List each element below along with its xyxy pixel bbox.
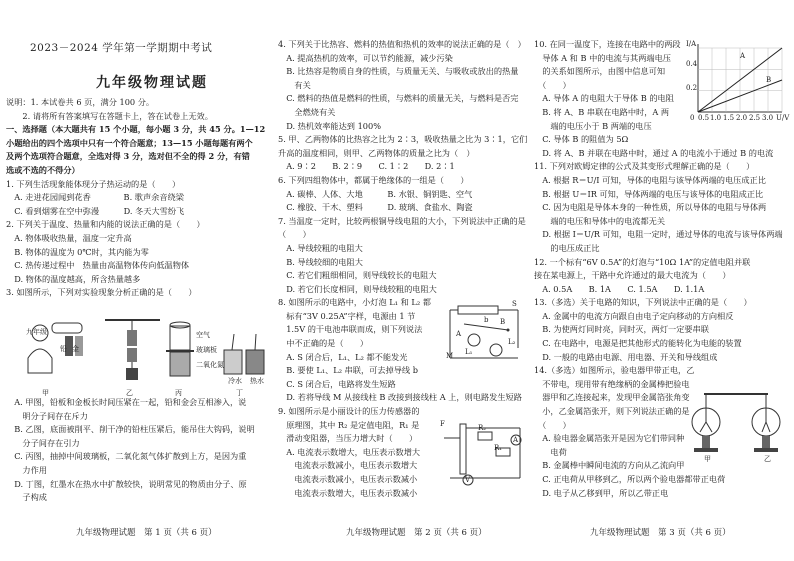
figure-yi xyxy=(105,320,160,380)
fig10-xtick: 0.5 xyxy=(698,114,710,122)
column-1 xyxy=(6,96,264,300)
option-line: C. 导体 B 的阻值为 5Ω xyxy=(534,134,629,145)
fig3-yi-caption: 乙 xyxy=(126,389,133,397)
question-line: 1.5V 的干电池串联而成，则下列说法 xyxy=(278,324,423,335)
battery-symbol xyxy=(458,306,498,314)
spring-block xyxy=(460,424,466,474)
question-line: 5. 甲、乙两物体的比热容之比为 2∶3，吸收热量之比为 3∶1，它们 xyxy=(278,134,528,145)
option-line: 的电压成正比 xyxy=(534,242,600,253)
option-line: C. 丙图，抽掉中间玻璃板，二氧化氮气体扩散到上方，是因为重 xyxy=(6,451,247,462)
option-line: A. 导体 A 的电阻大于导体 B 的电阻 xyxy=(534,93,674,104)
fig3-hot-label: 热水 xyxy=(250,377,264,385)
option-line: A. 导线较粗的电阻大 xyxy=(278,242,363,253)
option-line: A. 9∶2 B. 2∶9 C. 1∶2 D. 2∶1 xyxy=(278,161,455,172)
fig10-xlabel: U/V xyxy=(776,114,790,122)
question-line: 导体 A 和 B 中的电流与其两端电压 xyxy=(534,52,671,63)
option-line: A. 0.5A B. 1A C. 1.5A D. 1.1A xyxy=(534,283,705,294)
question-line: （ ） xyxy=(534,79,571,90)
option-line: B. 比热容是物质自身的性质，与质量无关、与吸收或放出的热量 xyxy=(278,66,519,77)
fig10-ytick: 0.4 xyxy=(686,60,698,68)
option-line: C. 燃料的热值是燃料的性质，与燃料的质量无关，与燃料是否完 xyxy=(278,93,519,104)
option-line: 明分子间存在斥力 xyxy=(6,410,88,421)
figure-bing xyxy=(166,322,194,376)
option-line: 端的电压小于 B 两端的电压 xyxy=(534,120,652,131)
fig8-m: M xyxy=(446,352,454,360)
question-line: 滑动变阻器，当压力增大时（ ） xyxy=(278,433,418,444)
option-line: 有关 xyxy=(278,79,311,90)
option-line: A. 提高热机的效率，可以节约能源，减少污染 xyxy=(278,52,453,63)
question-line: 13.（多选）关于电路的知识，下列说法中正确的是（ ） xyxy=(534,297,752,308)
option-line: A. 电流表示数增大，电压表示数增大 xyxy=(278,446,421,457)
page-title: 九年级物理试题 xyxy=(96,75,208,91)
fig3-ding-caption: 丁 xyxy=(236,389,243,397)
fig9-r2: R₂ xyxy=(478,424,487,432)
option-line: A. 物体吸收热量，温度一定升高 xyxy=(6,232,132,243)
fig3-no2-label: 二氧化氮 xyxy=(196,361,224,369)
option-line: B. 为使两灯同时亮，同时灭，两灯一定要串联 xyxy=(534,324,709,335)
fig10-xtick: 3.0 xyxy=(762,114,774,122)
question-line: 4. 下列关于比热容、燃料的热值和热机的效率的说法正确的是（ ） xyxy=(278,39,526,49)
option-line: A. 验电器金属箔张开是因为它们带同种 xyxy=(534,433,685,444)
fig10-series-b-label: B xyxy=(766,76,772,84)
option-line: C. 看到烟雾在空中弥漫 D. 冬天大雪纷飞 xyxy=(6,205,185,216)
fig3-bing-caption: 丙 xyxy=(175,389,182,397)
fig10-xtick: 2.0 xyxy=(736,114,748,122)
question-line: 9. 如图所示是小丽设计的压力传感器的 xyxy=(278,406,420,417)
fig10-xtick: 2.5 xyxy=(749,114,761,122)
fig9-a: A xyxy=(513,436,519,444)
option-line: 分子间存在引力 xyxy=(6,437,80,448)
option-line: 力作用 xyxy=(6,464,47,475)
option-line: A. 金属中的电流方向跟自由电子定向移动的方向相反 xyxy=(534,310,734,321)
fig10-ytick: 0.2 xyxy=(686,84,698,92)
question-line: 6. 下列四组物体中，都属于绝缘体的一组是（ ） xyxy=(278,174,469,185)
section-heading: 及两个选项符合题意，全选对得 3 分，选对但不全的得 2 分，有错 xyxy=(6,151,250,162)
footer-page-2: 九年级物理试题 第 2 页（共 6 页） xyxy=(346,528,487,538)
fig8-l1: L₁ xyxy=(465,348,473,356)
option-line: B. 乙图，底面被削平、削干净的铅柱压紧后，能吊住大钩码，说明 xyxy=(6,424,255,435)
question-line: 器甲和乙连接起来，发现甲金属箔张角变 xyxy=(534,392,690,403)
option-line: B. 根据 U＝IR 可知，导体两端的电压与该导体的电阻成正比 xyxy=(534,188,764,199)
fig10-origin: 0 xyxy=(690,114,695,122)
section-heading: 小题给出的四个选项中只有一个符合题意；13—15 小题每题有两个 xyxy=(6,137,253,148)
option-line: 电流表示数减小，电压表示数增大 xyxy=(278,460,418,471)
option-line: 全燃烧有关 xyxy=(278,106,336,117)
fig3-think-label: 九年级 xyxy=(26,328,47,336)
question-line: （ ） xyxy=(278,229,311,240)
fig9-r1: R₁ xyxy=(494,444,503,452)
fig8-wire-b: b xyxy=(484,316,489,324)
question-line: 14.（多选）如图所示，验电器甲带正电，乙 xyxy=(534,365,695,376)
option-line: 子构成 xyxy=(6,492,47,503)
lamp-l1 xyxy=(468,334,480,346)
option-line: B. 导线较细的电阻大 xyxy=(278,256,363,267)
note-line: 2. 请将所有答案填写在答题卡上，答在试卷上无效。 xyxy=(6,110,213,121)
question-line: 中不正确的是（ ） xyxy=(278,338,369,349)
fig3-jia-caption: 甲 xyxy=(42,389,49,397)
fig9-v: V xyxy=(465,476,471,484)
question-line: 不带电，现用带有绝缘柄的金属棒把验电 xyxy=(534,378,690,389)
option-line: B. 要使 L₁、L₂ 串联，可去掉导线 b xyxy=(278,365,418,376)
section-heading: 选或不选的不得分） xyxy=(6,164,80,175)
note-line: 说明：1. 本试卷共 6 页，满分 100 分。 xyxy=(6,97,155,107)
option-line: 电荷 xyxy=(534,446,567,457)
fig10-xtick: 1.0 xyxy=(710,114,722,122)
option-line: C. 热传递过程中 热量由高温物体传向低温物体 xyxy=(6,260,190,271)
fig3-lead-label: 铅 xyxy=(60,345,67,353)
figure-14-electroscopes xyxy=(686,388,786,462)
question-line: 3. 如图所示，下列对实验现象分析正确的是（ ） xyxy=(6,287,197,298)
option-line: C. 因为电阻是导体本身的一种性质，所以导体的电阻与导体两 xyxy=(534,202,767,213)
lamp-l2 xyxy=(490,344,502,356)
question-line: 12. 一个标有“6V 0.5A”的灯泡与“10Ω 1A”的定值电阻并联 xyxy=(534,256,751,267)
option-line: C. 正电荷从甲移到乙，所以两个验电器都带正电荷 xyxy=(534,474,726,484)
question-line: 1. 下列生活现象能体现分子热运动的是（ ） xyxy=(6,178,181,189)
question-line: 小，乙金属箔张开，则下列说法正确的是 xyxy=(534,406,690,417)
fig9-f: F xyxy=(440,420,445,428)
fig14-jia: 甲 xyxy=(704,455,711,463)
option-line: D. 若将导线 M 从接线柱 B 改接到接线柱 A 上，则电路发生短路 xyxy=(278,392,522,403)
figure-10-graph xyxy=(686,40,788,124)
question-line: 10. 在同一温度下，连接在电路中的两段 xyxy=(534,39,681,49)
question-line: 原理图，其中 R₂ 是定值电阻，R₁ 是 xyxy=(278,419,420,430)
section-heading: 一、选择题（本大题共有 15 个小题，每小题 3 分，共 45 分。1—12 xyxy=(6,124,266,135)
option-line: D. 电子从乙移到甲，所以乙带正电 xyxy=(534,487,669,498)
option-line: 端的电压和导体中的电流都无关 xyxy=(534,215,666,226)
option-line: C. 在电路中，电源是把其他形式的能转化为电能的装置 xyxy=(534,338,742,349)
resistor-r2 xyxy=(478,432,492,440)
question-line: 标有“3V 0.25A”字样，电源由 1 节 xyxy=(278,310,416,321)
footer-page-1: 九年级物理试题 第 1 页（共 6 页） xyxy=(76,528,217,538)
fig8-s: S xyxy=(512,300,517,308)
option-line: D. 一般的电路由电源、用电器、开关和导线组成 xyxy=(534,351,718,362)
option-line: D. 根据 I＝U/R 可知，电阻一定时，通过导体的电流与该导体两端 xyxy=(534,229,783,240)
option-line: D. 丁图，红墨水在热水中扩散较快，说明常见的物质由分子、原 xyxy=(6,478,247,489)
option-line: A. 走进花园闻到花香 B. 歌声余音绕梁 xyxy=(6,192,184,203)
fig3-cold-label: 冷水 xyxy=(228,377,242,385)
option-line: B. 物体的温度为 0℃时，其内能为零 xyxy=(6,246,149,257)
option-line: 电流表示数减小，电压表示数减小 xyxy=(278,474,418,484)
option-line: D. 将 A、B 并联在电路中时，通过 A 的电流小于通过 B 的电流 xyxy=(534,147,774,158)
fig10-xtick: 1.5 xyxy=(723,114,735,122)
option-line: 电流表示数增大，电压表示数减小 xyxy=(278,487,418,498)
option-line: B. 将 A、B 串联在电路中时，A 两 xyxy=(534,106,670,117)
column-1-options xyxy=(6,396,264,505)
fig8-l2: L₂ xyxy=(508,338,516,346)
option-line: C. S 闭合后，电路将发生短路 xyxy=(278,378,396,389)
question-line: 8. 如图所示的电路中，小灯泡 L₁ 和 L₂ 都 xyxy=(278,297,431,308)
option-line: B. 金属棒中瞬间电流的方向从乙流向甲 xyxy=(534,460,685,471)
option-line: A. 甲图，铅板和金板长时间压紧在一起，铅和金会互相渗入，说 xyxy=(6,397,247,407)
fig8-b: B xyxy=(500,318,506,326)
question-line: （ ） xyxy=(534,419,571,430)
fig10-series-a-label: A xyxy=(740,52,746,60)
question-line: 11. 下列对欧姆定律的公式及其变形式理解正确的是（ ） xyxy=(534,161,755,172)
option-line: D. 热机效率能达到 100% xyxy=(278,120,381,131)
option-line: A. 碳棒、人体、大地 B. 水银、铜钥匙、空气 xyxy=(278,188,473,199)
fig8-a: A xyxy=(456,330,462,338)
option-line: D. 物体的温度越高，所含热量越多 xyxy=(6,273,141,284)
footer-page-3: 九年级物理试题 第 3 页（共 6 页） xyxy=(590,528,731,538)
option-line: D. 若它们长度相同，则导线较粗的电阻大 xyxy=(278,283,437,294)
option-line: A. S 闭合后，L₁、L₂ 都不能发光 xyxy=(278,351,408,362)
option-line: A. 根据 R＝U/I 可知，导体的电阻与该导体两端的电压成正比 xyxy=(534,174,766,185)
fig3-glass-label: 玻璃板 xyxy=(196,346,217,354)
question-line: 接在某电源上，干路中允许通过的最大电流为（ ） xyxy=(534,270,731,281)
question-line: 2. 下列关于温度、热量和内能的说法正确的是（ ） xyxy=(6,219,205,230)
question-line: 的关系如图所示，由图中信息可知 xyxy=(534,66,666,77)
question-line: 升高的温度相同，则甲、乙两物体的质量之比为（ ） xyxy=(278,147,475,158)
question-line: 7. 当温度一定时，比较两根铜导线电阻的大小，下列说法中正确的是 xyxy=(278,215,526,226)
option-line: C. 橡胶、干木、塑料 D. 玻璃、食盐水、陶瓷 xyxy=(278,202,473,213)
fig10-ylabel: I/A xyxy=(686,40,697,48)
fig14-yi: 乙 xyxy=(764,455,771,463)
fig3-gold-label: 金 xyxy=(72,345,79,353)
option-line: C. 若它们粗细相同，则导线较长的电阻大 xyxy=(278,270,437,281)
exam-header: 2023－2024 学年第一学期期中考试 xyxy=(30,42,213,54)
fig3-air-label: 空气 xyxy=(196,331,210,339)
figure-ding xyxy=(224,334,264,374)
